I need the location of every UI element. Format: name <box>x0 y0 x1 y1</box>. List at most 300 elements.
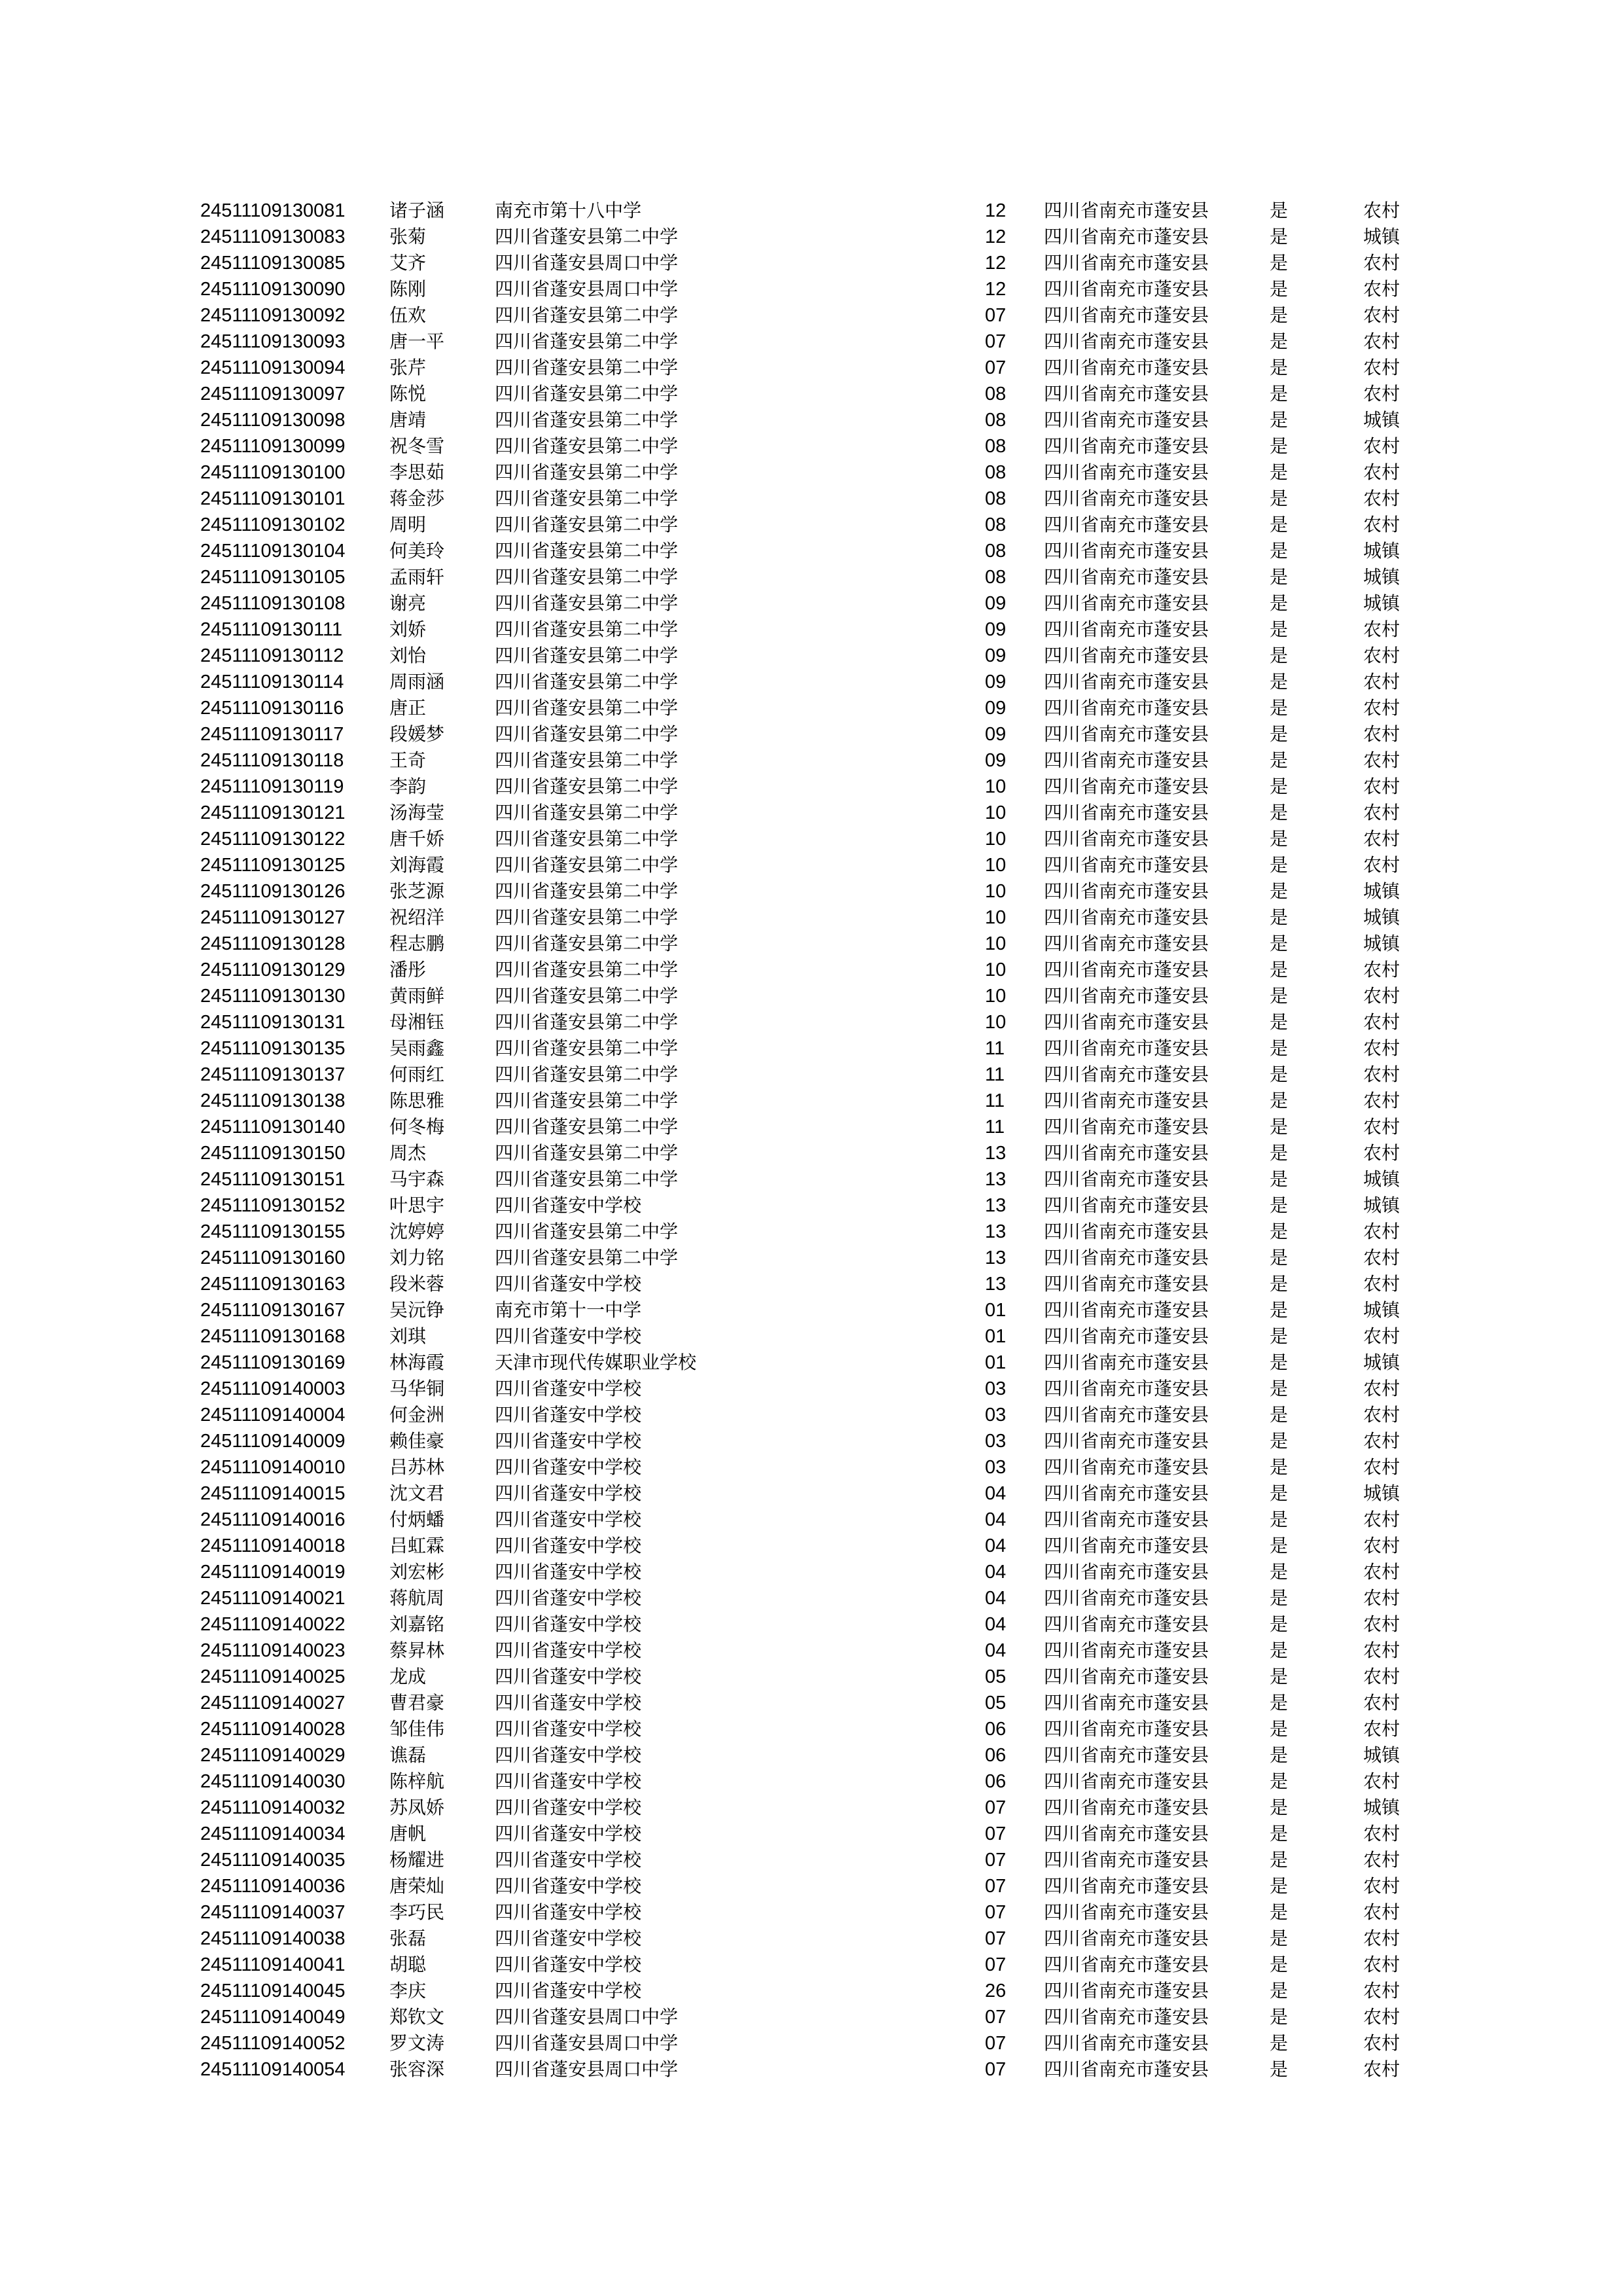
cell-flag: 是 <box>1270 331 1289 352</box>
cell-flag: 是 <box>1270 1037 1289 1059</box>
cell-region: 四川省南充市蓬安县 <box>1044 1744 1209 1766</box>
cell-name: 谢亮 <box>389 592 427 614</box>
cell-name: 陈刚 <box>389 278 427 300</box>
cell-id: 24511109140018 <box>200 1535 346 1556</box>
cell-name: 李韵 <box>389 776 427 797</box>
cell-class: 12 <box>985 279 1007 300</box>
cell-class: 04 <box>985 1535 1007 1556</box>
table-row <box>0 1062 1623 1088</box>
cell-region: 四川省南充市蓬安县 <box>1044 1430 1209 1452</box>
cell-area: 农村 <box>1363 985 1400 1007</box>
cell-area: 农村 <box>1363 854 1400 876</box>
table-row <box>0 2030 1623 2056</box>
table-row <box>0 1297 1623 1323</box>
cell-school: 四川省蓬安县第二中学 <box>495 435 679 457</box>
cell-class: 03 <box>985 1378 1007 1399</box>
cell-area: 农村 <box>1363 1954 1400 1975</box>
cell-area: 农村 <box>1363 671 1400 692</box>
cell-flag: 是 <box>1270 383 1289 404</box>
table-row <box>0 1611 1623 1638</box>
cell-region: 四川省南充市蓬安县 <box>1044 985 1209 1007</box>
cell-name: 唐靖 <box>389 409 427 431</box>
cell-flag: 是 <box>1270 1090 1289 1111</box>
cell-id: 24511109130085 <box>200 253 346 274</box>
cell-id: 24511109140021 <box>200 1588 346 1609</box>
cell-id: 24511109140023 <box>200 1640 346 1661</box>
cell-class: 04 <box>985 1483 1007 1504</box>
cell-flag: 是 <box>1270 933 1289 954</box>
cell-region: 四川省南充市蓬安县 <box>1044 1561 1209 1583</box>
cell-region: 四川省南充市蓬安县 <box>1044 1090 1209 1111</box>
cell-name: 祝绍洋 <box>389 906 445 928</box>
table-row <box>0 1376 1623 1402</box>
cell-area: 农村 <box>1363 200 1400 221</box>
cell-school: 四川省蓬安中学校 <box>495 1456 642 1478</box>
cell-school: 四川省蓬安中学校 <box>495 1404 642 1426</box>
cell-class: 08 <box>985 462 1007 483</box>
cell-id: 24511109130129 <box>200 960 346 980</box>
cell-region: 四川省南充市蓬安县 <box>1044 252 1209 274</box>
cell-id: 24511109130126 <box>200 881 346 902</box>
cell-class: 04 <box>985 1588 1007 1609</box>
cell-id: 24511109140030 <box>200 1771 346 1792</box>
cell-flag: 是 <box>1270 671 1289 692</box>
cell-flag: 是 <box>1270 1980 1289 2001</box>
cell-class: 03 <box>985 1457 1007 1478</box>
cell-id: 24511109140004 <box>200 1405 346 1426</box>
cell-flag: 是 <box>1270 1875 1289 1897</box>
cell-region: 四川省南充市蓬安县 <box>1044 1142 1209 1164</box>
cell-area: 农村 <box>1363 776 1400 797</box>
table-row <box>0 1690 1623 1716</box>
cell-id: 24511109140036 <box>200 1876 346 1897</box>
cell-class: 10 <box>985 802 1007 823</box>
cell-id: 24511109140041 <box>200 1954 346 1975</box>
table-row <box>0 407 1623 433</box>
cell-flag: 是 <box>1270 1299 1289 1321</box>
cell-area: 农村 <box>1363 2006 1400 2028</box>
cell-school: 四川省蓬安县第二中学 <box>495 880 679 902</box>
cell-name: 陈思雅 <box>389 1090 445 1111</box>
cell-name: 潘彤 <box>389 959 427 980</box>
cell-class: 12 <box>985 253 1007 274</box>
cell-area: 农村 <box>1363 697 1400 719</box>
cell-flag: 是 <box>1270 2058 1289 2080</box>
cell-area: 农村 <box>1363 1928 1400 1949</box>
table-row <box>0 250 1623 276</box>
cell-name: 刘嘉铭 <box>389 1613 445 1635</box>
cell-class: 05 <box>985 1666 1007 1687</box>
cell-name: 付炳蟠 <box>389 1509 445 1530</box>
cell-id: 24511109130122 <box>200 829 346 850</box>
table-row <box>0 983 1623 1009</box>
table-row <box>0 957 1623 983</box>
cell-region: 四川省南充市蓬安县 <box>1044 1535 1209 1556</box>
cell-region: 四川省南充市蓬安县 <box>1044 278 1209 300</box>
cell-flag: 是 <box>1270 435 1289 457</box>
cell-class: 09 <box>985 750 1007 771</box>
cell-flag: 是 <box>1270 278 1289 300</box>
cell-school: 四川省蓬安县第二中学 <box>495 906 679 928</box>
cell-flag: 是 <box>1270 645 1289 666</box>
cell-class: 07 <box>985 357 1007 378</box>
cell-area: 农村 <box>1363 488 1400 509</box>
cell-flag: 是 <box>1270 1640 1289 1661</box>
cell-flag: 是 <box>1270 854 1289 876</box>
cell-id: 24511109130092 <box>200 305 346 326</box>
cell-flag: 是 <box>1270 592 1289 614</box>
cell-region: 四川省南充市蓬安县 <box>1044 1299 1209 1321</box>
cell-flag: 是 <box>1270 776 1289 797</box>
cell-name: 陈悦 <box>389 383 427 404</box>
cell-name: 苏凤娇 <box>389 1797 445 1818</box>
cell-id: 24511109130135 <box>200 1038 346 1059</box>
cell-class: 10 <box>985 960 1007 980</box>
cell-region: 四川省南充市蓬安县 <box>1044 854 1209 876</box>
cell-flag: 是 <box>1270 252 1289 274</box>
cell-school: 四川省蓬安中学校 <box>495 1273 642 1295</box>
cell-area: 城镇 <box>1363 1168 1400 1190</box>
roster-table <box>0 198 1623 2083</box>
cell-region: 四川省南充市蓬安县 <box>1044 1823 1209 1844</box>
cell-region: 四川省南充市蓬安县 <box>1044 200 1209 221</box>
cell-name: 谯磊 <box>389 1744 427 1766</box>
cell-name: 张菊 <box>389 226 427 247</box>
cell-area: 农村 <box>1363 828 1400 850</box>
cell-class: 11 <box>985 1064 1005 1085</box>
cell-flag: 是 <box>1270 1456 1289 1478</box>
cell-id: 24511109130114 <box>200 672 344 692</box>
cell-school: 四川省蓬安县第二中学 <box>495 723 679 745</box>
cell-school: 四川省蓬安中学校 <box>495 1194 642 1216</box>
cell-school: 四川省蓬安中学校 <box>495 1535 642 1556</box>
cell-region: 四川省南充市蓬安县 <box>1044 933 1209 954</box>
cell-school: 四川省蓬安县第二中学 <box>495 802 679 823</box>
cell-area: 城镇 <box>1363 906 1400 928</box>
table-row <box>0 1742 1623 1768</box>
cell-area: 农村 <box>1363 1116 1400 1138</box>
cell-area: 农村 <box>1363 1587 1400 1609</box>
cell-area: 农村 <box>1363 959 1400 980</box>
cell-flag: 是 <box>1270 1613 1289 1635</box>
cell-name: 陈梓航 <box>389 1770 445 1792</box>
cell-name: 张容深 <box>389 2058 445 2080</box>
table-row <box>0 1899 1623 1926</box>
cell-id: 24511109130099 <box>200 436 346 457</box>
table-row <box>0 1480 1623 1507</box>
cell-school: 四川省蓬安县第二中学 <box>495 409 679 431</box>
cell-region: 四川省南充市蓬安县 <box>1044 1692 1209 1713</box>
cell-area: 农村 <box>1363 252 1400 274</box>
cell-area: 农村 <box>1363 514 1400 535</box>
cell-id: 24511109140035 <box>200 1850 346 1871</box>
cell-area: 农村 <box>1363 1561 1400 1583</box>
cell-class: 10 <box>985 855 1007 876</box>
cell-area: 农村 <box>1363 645 1400 666</box>
cell-flag: 是 <box>1270 802 1289 823</box>
cell-flag: 是 <box>1270 2006 1289 2028</box>
cell-region: 四川省南充市蓬安县 <box>1044 1928 1209 1949</box>
cell-school: 四川省蓬安县第二中学 <box>495 671 679 692</box>
cell-area: 农村 <box>1363 435 1400 457</box>
cell-region: 四川省南充市蓬安县 <box>1044 1797 1209 1818</box>
cell-area: 城镇 <box>1363 1744 1400 1766</box>
cell-class: 26 <box>985 1981 1007 2001</box>
cell-region: 四川省南充市蓬安县 <box>1044 776 1209 797</box>
cell-area: 农村 <box>1363 1090 1400 1111</box>
cell-school: 四川省蓬安县第二中学 <box>495 514 679 535</box>
table-row <box>0 538 1623 564</box>
cell-id: 24511109130167 <box>200 1300 346 1321</box>
cell-id: 24511109130155 <box>200 1221 346 1242</box>
cell-id: 24511109130090 <box>200 279 346 300</box>
table-row <box>0 512 1623 538</box>
cell-school: 四川省蓬安县周口中学 <box>495 2058 679 2080</box>
cell-school: 四川省蓬安中学校 <box>495 1666 642 1687</box>
cell-school: 四川省蓬安中学校 <box>495 1770 642 1792</box>
cell-region: 四川省南充市蓬安县 <box>1044 514 1209 535</box>
cell-class: 13 <box>985 1221 1007 1242</box>
cell-class: 07 <box>985 305 1007 326</box>
cell-school: 四川省蓬安县第二中学 <box>495 592 679 614</box>
table-row <box>0 643 1623 669</box>
cell-name: 刘娇 <box>389 619 427 640</box>
table-row <box>0 1533 1623 1559</box>
cell-region: 四川省南充市蓬安县 <box>1044 1482 1209 1504</box>
cell-region: 四川省南充市蓬安县 <box>1044 671 1209 692</box>
cell-id: 24511109140022 <box>200 1614 346 1635</box>
cell-region: 四川省南充市蓬安县 <box>1044 828 1209 850</box>
cell-area: 农村 <box>1363 1692 1400 1713</box>
cell-flag: 是 <box>1270 461 1289 483</box>
cell-name: 刘怡 <box>389 645 427 666</box>
cell-region: 四川省南充市蓬安县 <box>1044 1168 1209 1190</box>
cell-flag: 是 <box>1270 619 1289 640</box>
cell-id: 24511109140027 <box>200 1693 346 1713</box>
cell-school: 四川省蓬安县第二中学 <box>495 461 679 483</box>
cell-name: 刘宏彬 <box>389 1561 445 1583</box>
cell-flag: 是 <box>1270 1770 1289 1792</box>
table-row <box>0 1350 1623 1376</box>
cell-area: 农村 <box>1363 1849 1400 1871</box>
cell-area: 农村 <box>1363 1509 1400 1530</box>
table-row <box>0 459 1623 486</box>
cell-class: 08 <box>985 514 1007 535</box>
table-row <box>0 800 1623 826</box>
cell-class: 10 <box>985 881 1007 902</box>
cell-school: 四川省蓬安中学校 <box>495 1875 642 1897</box>
cell-class: 09 <box>985 698 1007 719</box>
cell-area: 城镇 <box>1363 592 1400 614</box>
cell-class: 03 <box>985 1431 1007 1452</box>
cell-name: 曹君豪 <box>389 1692 445 1713</box>
cell-id: 24511109140038 <box>200 1928 346 1949</box>
cell-school: 四川省蓬安县第二中学 <box>495 645 679 666</box>
cell-school: 四川省蓬安县周口中学 <box>495 2006 679 2028</box>
cell-region: 四川省南充市蓬安县 <box>1044 1064 1209 1085</box>
cell-class: 05 <box>985 1693 1007 1713</box>
cell-class: 07 <box>985 331 1007 352</box>
cell-name: 马华铜 <box>389 1378 445 1399</box>
cell-region: 四川省南充市蓬安县 <box>1044 1980 1209 2001</box>
cell-id: 24511109130150 <box>200 1143 346 1164</box>
cell-region: 四川省南充市蓬安县 <box>1044 2006 1209 2028</box>
cell-area: 农村 <box>1363 619 1400 640</box>
cell-id: 24511109130163 <box>200 1274 346 1295</box>
cell-school: 四川省蓬安县第二中学 <box>495 749 679 771</box>
cell-region: 四川省南充市蓬安县 <box>1044 2058 1209 2080</box>
table-row <box>0 1873 1623 1899</box>
cell-region: 四川省南充市蓬安县 <box>1044 1954 1209 1975</box>
cell-area: 城镇 <box>1363 1299 1400 1321</box>
table-row <box>0 1585 1623 1611</box>
table-row <box>0 617 1623 643</box>
cell-flag: 是 <box>1270 488 1289 509</box>
table-row <box>0 433 1623 459</box>
cell-flag: 是 <box>1270 1666 1289 1687</box>
cell-school: 四川省蓬安县第二中学 <box>495 383 679 404</box>
cell-name: 蒋金莎 <box>389 488 445 509</box>
cell-school: 四川省蓬安中学校 <box>495 1980 642 2001</box>
cell-region: 四川省南充市蓬安县 <box>1044 1221 1209 1242</box>
cell-id: 24511109130094 <box>200 357 346 378</box>
cell-school: 四川省蓬安县第二中学 <box>495 828 679 850</box>
cell-name: 沈婷婷 <box>389 1221 445 1242</box>
cell-flag: 是 <box>1270 1273 1289 1295</box>
table-row <box>0 1952 1623 1978</box>
cell-area: 农村 <box>1363 1142 1400 1164</box>
cell-flag: 是 <box>1270 226 1289 247</box>
cell-name: 唐一平 <box>389 331 445 352</box>
cell-id: 24511109130121 <box>200 802 346 823</box>
cell-name: 吕虹霖 <box>389 1535 445 1556</box>
cell-class: 07 <box>985 2007 1007 2028</box>
cell-flag: 是 <box>1270 409 1289 431</box>
cell-name: 何金洲 <box>389 1404 445 1426</box>
cell-flag: 是 <box>1270 985 1289 1007</box>
table-row <box>0 1088 1623 1114</box>
cell-name: 周雨涵 <box>389 671 445 692</box>
cell-area: 城镇 <box>1363 540 1400 562</box>
table-row <box>0 486 1623 512</box>
cell-area: 城镇 <box>1363 566 1400 588</box>
cell-id: 24511109130100 <box>200 462 346 483</box>
cell-school: 四川省蓬安县第二中学 <box>495 697 679 719</box>
cell-region: 四川省南充市蓬安县 <box>1044 1194 1209 1216</box>
cell-school: 四川省蓬安县第二中学 <box>495 226 679 247</box>
cell-id: 24511109130098 <box>200 410 346 431</box>
cell-flag: 是 <box>1270 1221 1289 1242</box>
cell-name: 刘海霞 <box>389 854 445 876</box>
cell-class: 10 <box>985 933 1007 954</box>
cell-class: 01 <box>985 1326 1007 1347</box>
cell-id: 24511109130083 <box>200 226 346 247</box>
cell-id: 24511109140015 <box>200 1483 346 1504</box>
cell-id: 24511109130081 <box>200 200 346 221</box>
cell-area: 城镇 <box>1363 409 1400 431</box>
cell-region: 四川省南充市蓬安县 <box>1044 1770 1209 1792</box>
cell-school: 四川省蓬安县第二中学 <box>495 1037 679 1059</box>
cell-region: 四川省南充市蓬安县 <box>1044 1640 1209 1661</box>
cell-area: 城镇 <box>1363 933 1400 954</box>
cell-id: 24511109130168 <box>200 1326 346 1347</box>
table-row <box>0 1193 1623 1219</box>
table-row <box>0 1768 1623 1795</box>
cell-name: 王奇 <box>389 749 427 771</box>
cell-flag: 是 <box>1270 1247 1289 1268</box>
cell-school: 南充市第十一中学 <box>495 1299 642 1321</box>
table-row <box>0 381 1623 407</box>
cell-name: 伍欢 <box>389 304 427 326</box>
cell-area: 农村 <box>1363 1325 1400 1347</box>
cell-name: 汤海莹 <box>389 802 445 823</box>
cell-area: 农村 <box>1363 1875 1400 1897</box>
cell-id: 24511109140029 <box>200 1745 346 1766</box>
cell-area: 农村 <box>1363 278 1400 300</box>
cell-area: 城镇 <box>1363 1352 1400 1373</box>
cell-name: 张芝源 <box>389 880 445 902</box>
cell-class: 08 <box>985 384 1007 404</box>
cell-school: 四川省蓬安中学校 <box>495 1954 642 1975</box>
cell-flag: 是 <box>1270 1430 1289 1452</box>
cell-id: 24511109140054 <box>200 2059 346 2080</box>
cell-class: 10 <box>985 907 1007 928</box>
cell-class: 13 <box>985 1195 1007 1216</box>
cell-school: 四川省蓬安县第二中学 <box>495 619 679 640</box>
cell-area: 农村 <box>1363 2058 1400 2080</box>
cell-id: 24511109130116 <box>200 698 344 719</box>
cell-school: 四川省蓬安中学校 <box>495 1587 642 1609</box>
cell-class: 04 <box>985 1509 1007 1530</box>
cell-area: 城镇 <box>1363 1797 1400 1818</box>
cell-region: 四川省南充市蓬安县 <box>1044 1273 1209 1295</box>
cell-region: 四川省南充市蓬安县 <box>1044 357 1209 378</box>
cell-area: 农村 <box>1363 1456 1400 1478</box>
cell-class: 07 <box>985 1797 1007 1818</box>
table-row <box>0 747 1623 774</box>
cell-class: 10 <box>985 829 1007 850</box>
cell-flag: 是 <box>1270 1718 1289 1740</box>
cell-name: 周明 <box>389 514 427 535</box>
cell-school: 四川省蓬安县第二中学 <box>495 776 679 797</box>
cell-school: 四川省蓬安中学校 <box>495 1823 642 1844</box>
cell-name: 周杰 <box>389 1142 427 1164</box>
cell-area: 农村 <box>1363 1901 1400 1923</box>
cell-name: 程志鹏 <box>389 933 445 954</box>
table-row <box>0 931 1623 957</box>
cell-flag: 是 <box>1270 1692 1289 1713</box>
cell-area: 农村 <box>1363 1430 1400 1452</box>
cell-flag: 是 <box>1270 1142 1289 1164</box>
cell-name: 沈文君 <box>389 1482 445 1504</box>
table-row <box>0 1847 1623 1873</box>
cell-region: 四川省南充市蓬安县 <box>1044 645 1209 666</box>
cell-class: 09 <box>985 619 1007 640</box>
cell-flag: 是 <box>1270 1194 1289 1216</box>
table-row <box>0 1716 1623 1742</box>
cell-school: 四川省蓬安中学校 <box>495 1797 642 1818</box>
cell-class: 08 <box>985 541 1007 562</box>
cell-region: 四川省南充市蓬安县 <box>1044 1613 1209 1635</box>
table-row <box>0 669 1623 695</box>
cell-region: 四川省南充市蓬安县 <box>1044 1875 1209 1897</box>
cell-flag: 是 <box>1270 1744 1289 1766</box>
cell-school: 四川省蓬安县第二中学 <box>495 1168 679 1190</box>
cell-school: 四川省蓬安县第二中学 <box>495 331 679 352</box>
cell-class: 11 <box>985 1038 1005 1059</box>
cell-area: 农村 <box>1363 2032 1400 2054</box>
cell-id: 24511109130140 <box>200 1117 346 1138</box>
